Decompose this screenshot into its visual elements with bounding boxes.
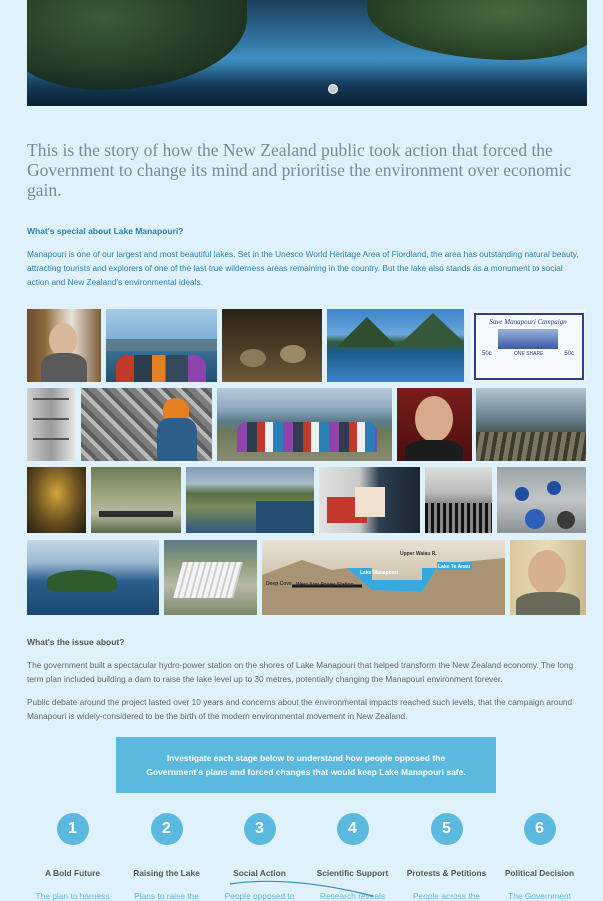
step-summary-3[interactable]: People opposed to (224, 891, 295, 901)
step-number-3[interactable]: 3 (244, 813, 276, 845)
hero-hill-right (367, 0, 587, 60)
step-summary-4[interactable]: Research reveals (319, 891, 386, 901)
certificate-title: Save Manapouri Campaign (489, 318, 567, 326)
hero-lake-image (27, 0, 587, 106)
photo-petition-signing[interactable] (319, 467, 420, 533)
step-number-1[interactable]: 1 (57, 813, 89, 845)
step-summary-1[interactable]: The plan to harness (35, 891, 110, 901)
scheme-diagram-svg (262, 540, 505, 615)
photo-lake-island[interactable] (27, 540, 159, 615)
photo-elderly-man-portrait[interactable] (510, 540, 586, 615)
issue-heading: What's the issue about? (27, 637, 125, 647)
step-number-2[interactable]: 2 (151, 813, 183, 845)
diagram-label-lake-te-anau: Lake Te Anau (438, 564, 470, 570)
step-number-5[interactable]: 5 (431, 813, 463, 845)
photo-politician-portrait[interactable] (397, 388, 472, 461)
photo-boat-passengers-lake[interactable] (106, 309, 217, 382)
investigate-line-2: Government's plans and forced changes that would keep Lake Manapouri safe. (146, 767, 466, 777)
step-number-6[interactable]: 6 (524, 813, 556, 845)
intro-statement: This is the story of how the New Zealand public took action that forced the Government to change its mind and prioritise the environment over economic gain. (27, 140, 572, 200)
photo-lakeside-town[interactable] (186, 467, 314, 533)
step-number-4[interactable]: 4 (337, 813, 369, 845)
step-title-4[interactable]: Scientific Support (316, 868, 389, 878)
step-5-protests-petitions[interactable] (400, 813, 493, 901)
photo-power-scheme-diagram[interactable] (262, 540, 505, 615)
decorative-swoosh (228, 878, 378, 898)
carousel-dot-indicator[interactable] (328, 84, 338, 94)
step-title-6[interactable]: Political Decision (504, 868, 575, 878)
step-2-raising-the-lake[interactable] (120, 813, 213, 901)
step-1-a-bold-future[interactable] (26, 813, 119, 901)
diagram-label-lake-manapouri: Lake Manapouri (360, 570, 399, 576)
photo-old-man-bookshelf[interactable] (27, 309, 101, 382)
step-title-3[interactable]: Social Action (233, 868, 286, 878)
investigate-banner (116, 737, 496, 793)
diagram-label-upper: Upper Waiau R. (400, 551, 437, 557)
step-summary-2[interactable]: Plans to raise the (134, 891, 199, 901)
issue-paragraph-1: The government built a spectacular hydro-power station on the shores of Lake Manapouri that helped transform the New Zealand economy. The long term plan included building a dam to raise the lake level up to 30 metres, potentially changing the Manapouri environment forever. (27, 660, 574, 684)
certificate-value-right: 50c (564, 351, 574, 357)
investigate-line-1: Investigate each stage below to understand how people opposed the (166, 753, 446, 763)
step-title-5[interactable]: Protests & Petitions (406, 868, 487, 878)
photo-group-lakeside-memorial[interactable] (217, 388, 392, 461)
photo-power-station-interior[interactable] (222, 309, 322, 382)
hero-shore-shadow (27, 66, 587, 106)
step-6-political-decision[interactable] (493, 813, 586, 901)
photo-lake-dead-trees[interactable] (476, 388, 586, 461)
photo-protest-march[interactable] (425, 467, 492, 533)
special-body: Manapouri is one of our largest and most beautiful lakes. Set in the Unesco World Heritage Area of Fiordland, the area has outstanding natural beauty, attracting tourists and explorers of one of the last true wilderness areas remaining in the country. But the lake also stands as a monument to social action and New Zealand's environmental ideals. (27, 249, 579, 287)
photo-worker-tunnel-wall[interactable] (81, 388, 212, 461)
photo-campaign-share-certificate[interactable] (470, 309, 586, 382)
step-summary-5[interactable]: People across the (412, 891, 481, 901)
photo-filing-cabinets[interactable] (27, 388, 75, 461)
photo-turbine-hall[interactable] (497, 467, 586, 533)
step-summary-6[interactable]: The Government (508, 891, 571, 901)
photo-tunnel-interior[interactable] (27, 467, 86, 533)
special-heading: What's special about Lake Manapouri? (27, 226, 184, 236)
certificate-share: ONE SHARE (514, 351, 544, 357)
step-title-1[interactable]: A Bold Future (44, 868, 101, 878)
diagram-label-power-station: West Arm Power Station (296, 582, 354, 588)
photo-aerial-town[interactable] (91, 467, 181, 533)
diagram-label-deep-cove: Deep Cove (266, 581, 292, 587)
step-title-2[interactable]: Raising the Lake (133, 868, 200, 878)
photo-smelter-aerial[interactable] (164, 540, 257, 615)
photo-lake-mountain-reflection[interactable] (327, 309, 464, 382)
certificate-value-left: 50c (482, 351, 492, 357)
issue-paragraph-2: Public debate around the project lasted over 10 years and concerns about the environmental impacts reached such levels, that the campaign around Manapouri is widely-considered to be the birth of the modern environmental movement in New Zealand. (27, 697, 573, 721)
